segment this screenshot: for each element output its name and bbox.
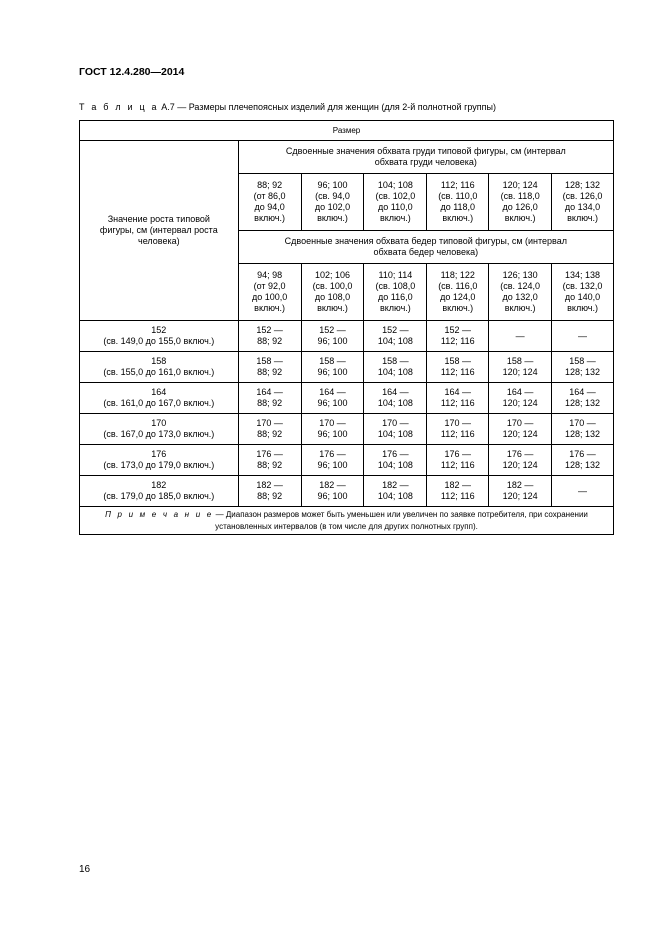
size-cell bbox=[489, 445, 552, 476]
height-cell bbox=[80, 476, 239, 507]
cell-line: 120; 124 bbox=[502, 367, 538, 377]
height-cell bbox=[80, 321, 239, 352]
cell-line: включ.) bbox=[317, 303, 348, 313]
size-cell bbox=[364, 321, 427, 352]
cell-line: 88; 92 bbox=[257, 367, 283, 377]
chest-group-header: Сдвоенные значения обхвата груди типовой фигуры, см (интервал обхвата груди человека) bbox=[238, 141, 613, 174]
cell-line: включ.) bbox=[504, 213, 536, 223]
cell-line: 120; 124 bbox=[502, 398, 538, 408]
cell-line: включ.) bbox=[379, 213, 411, 223]
height-value: 176 bbox=[151, 449, 167, 459]
cell-line: (от 86,0 bbox=[253, 191, 286, 201]
size-cell bbox=[301, 445, 364, 476]
cell-line: до 132,0 bbox=[502, 292, 538, 302]
size-cell bbox=[364, 445, 427, 476]
chest-size-cell bbox=[301, 174, 364, 231]
cell-line: включ.) bbox=[567, 303, 598, 313]
table-row bbox=[80, 383, 614, 414]
size-cell bbox=[427, 321, 489, 352]
page-number: 16 bbox=[79, 864, 91, 875]
cell-line: 182 — bbox=[319, 480, 346, 490]
cell-line: 128; 132 bbox=[565, 180, 601, 190]
height-cell bbox=[80, 445, 239, 476]
cell-line: 176 — bbox=[506, 449, 534, 459]
cell-line: 104; 108 bbox=[377, 367, 413, 377]
document-header: ГОСТ 12.4.280—2014 bbox=[79, 66, 185, 78]
cell-line: 112; 116 bbox=[440, 460, 475, 470]
cell-line: включ.) bbox=[254, 213, 285, 223]
size-cell bbox=[427, 383, 489, 414]
cell-line: (св. 124,0 bbox=[500, 281, 541, 291]
cell-line: — bbox=[578, 485, 588, 496]
size-cell bbox=[301, 352, 364, 383]
cell-line: 112; 116 bbox=[440, 180, 475, 190]
chest-size-cell bbox=[427, 174, 489, 231]
size-cell bbox=[552, 476, 614, 507]
cell-line: 88; 92 bbox=[257, 336, 283, 346]
cell-line: 170 — bbox=[382, 418, 409, 428]
height-cell bbox=[80, 414, 239, 445]
cell-line: до 118,0 bbox=[440, 202, 476, 212]
table-row bbox=[80, 352, 614, 383]
chest-size-cell bbox=[238, 174, 301, 231]
cell-line: включ.) bbox=[317, 213, 348, 223]
height-range: (св. 173,0 до 179,0 включ.) bbox=[103, 460, 215, 470]
cell-line: 164 — bbox=[506, 387, 534, 397]
cell-line: 96; 100 bbox=[317, 336, 348, 346]
cell-line: 164 — bbox=[256, 387, 283, 397]
cell-line: включ.) bbox=[504, 303, 536, 313]
cell-line: (св. 132,0 bbox=[562, 281, 603, 291]
height-value: 170 bbox=[151, 418, 167, 428]
cell-line: 176 — bbox=[444, 449, 472, 459]
hip-size-cell bbox=[427, 264, 489, 321]
height-cell bbox=[80, 383, 239, 414]
cell-line: 120; 124 bbox=[502, 180, 538, 190]
cell-line: 164 — bbox=[382, 387, 409, 397]
cell-line: 176 — bbox=[382, 449, 409, 459]
height-cell bbox=[80, 352, 239, 383]
cell-line: 182 — bbox=[444, 480, 472, 490]
cell-line: 96; 100 bbox=[317, 180, 348, 190]
cell-line: 158 — bbox=[569, 356, 596, 366]
cell-line: 164 — bbox=[319, 387, 346, 397]
cell-line: до 102,0 bbox=[314, 202, 351, 212]
cell-line: 118; 122 bbox=[440, 270, 475, 280]
cell-line: 176 — bbox=[319, 449, 346, 459]
cell-line: 104; 108 bbox=[377, 398, 413, 408]
height-range: (св. 149,0 до 155,0 включ.) bbox=[103, 336, 215, 346]
cell-line: до 124,0 bbox=[440, 292, 476, 302]
hip-size-cell bbox=[301, 264, 364, 321]
size-cell bbox=[301, 321, 364, 352]
cell-line: 104; 108 bbox=[377, 460, 413, 470]
cell-line: 126; 130 bbox=[502, 270, 538, 280]
size-cell bbox=[552, 414, 614, 445]
height-column-header: Значение роста типовой фигуры, см (интервал роста человека) bbox=[80, 141, 239, 321]
size-cell bbox=[238, 383, 301, 414]
cell-line: 176 — bbox=[569, 449, 596, 459]
size-cell bbox=[238, 414, 301, 445]
cell-line: 112; 116 bbox=[440, 336, 475, 346]
cell-line: 96; 100 bbox=[317, 491, 348, 501]
size-cell bbox=[427, 414, 489, 445]
cell-line: включ.) bbox=[254, 303, 285, 313]
cell-line: — bbox=[515, 330, 525, 341]
size-cell bbox=[552, 383, 614, 414]
cell-line: (св. 116,0 bbox=[438, 281, 478, 291]
table-row bbox=[80, 445, 614, 476]
cell-line: до 116,0 bbox=[378, 292, 413, 302]
cell-line: включ.) bbox=[442, 213, 474, 223]
cell-line: до 134,0 bbox=[564, 202, 601, 212]
cell-line: (св. 100,0 bbox=[312, 281, 353, 291]
size-header-row bbox=[80, 121, 614, 141]
cell-line: 112; 116 bbox=[440, 429, 475, 439]
size-cell bbox=[238, 321, 301, 352]
size-header: Размер bbox=[80, 121, 614, 141]
chest-header-row bbox=[80, 141, 614, 174]
size-cell bbox=[489, 414, 552, 445]
height-value: 158 bbox=[151, 356, 167, 366]
cell-line: 182 — bbox=[506, 480, 534, 490]
cell-line: 176 — bbox=[256, 449, 283, 459]
chest-size-cell bbox=[489, 174, 552, 231]
hip-group-header: Сдвоенные значения обхвата бедер типовой фигуры, см (интервал обхвата бедер человека) bbox=[238, 231, 613, 264]
cell-line: 152 — bbox=[382, 325, 409, 335]
hip-size-cell bbox=[489, 264, 552, 321]
cell-line: 182 — bbox=[256, 480, 283, 490]
cell-line: 152 — bbox=[444, 325, 472, 335]
cell-line: 170 — bbox=[506, 418, 534, 428]
size-cell bbox=[364, 476, 427, 507]
cell-line: до 94,0 bbox=[254, 202, 285, 212]
size-cell bbox=[301, 383, 364, 414]
cell-line: — bbox=[578, 330, 588, 341]
cell-line: 102; 106 bbox=[314, 270, 350, 280]
cell-line: 128; 132 bbox=[565, 367, 601, 377]
size-cell bbox=[238, 352, 301, 383]
height-value: 152 bbox=[151, 325, 167, 335]
cell-line: 182 — bbox=[382, 480, 409, 490]
cell-line: 94; 98 bbox=[257, 270, 283, 280]
size-cell bbox=[427, 476, 489, 507]
cell-line: 170 — bbox=[319, 418, 346, 428]
cell-line: 112; 116 bbox=[440, 398, 475, 408]
size-table bbox=[79, 120, 614, 535]
height-value: 182 bbox=[151, 480, 167, 490]
cell-line: 128; 132 bbox=[565, 398, 601, 408]
table-row bbox=[80, 476, 614, 507]
cell-line: 88; 92 bbox=[257, 180, 283, 190]
table-caption bbox=[79, 102, 496, 112]
table-row bbox=[80, 321, 614, 352]
cell-line: 158 — bbox=[319, 356, 346, 366]
table-note bbox=[80, 507, 614, 535]
cell-line: до 110,0 bbox=[378, 202, 413, 212]
size-cell bbox=[238, 476, 301, 507]
size-cell bbox=[427, 352, 489, 383]
hip-size-cell bbox=[364, 264, 427, 321]
cell-line: 88; 92 bbox=[257, 429, 283, 439]
cell-line: 96; 100 bbox=[317, 398, 348, 408]
height-range: (св. 179,0 до 185,0 включ.) bbox=[103, 491, 215, 501]
cell-line: 158 — bbox=[506, 356, 534, 366]
cell-line: 158 — bbox=[382, 356, 409, 366]
height-range: (св. 155,0 до 161,0 включ.) bbox=[103, 367, 215, 377]
hip-size-cell bbox=[238, 264, 301, 321]
cell-line: 152 — bbox=[319, 325, 346, 335]
size-table-body bbox=[80, 121, 614, 535]
size-cell bbox=[552, 352, 614, 383]
cell-line: (св. 126,0 bbox=[562, 191, 603, 201]
size-cell bbox=[552, 445, 614, 476]
cell-line: 120; 124 bbox=[502, 460, 538, 470]
cell-line: до 140,0 bbox=[564, 292, 601, 302]
cell-line: (св. 102,0 bbox=[375, 191, 416, 201]
size-cell bbox=[301, 476, 364, 507]
cell-line: 120; 124 bbox=[502, 429, 538, 439]
cell-line: 158 — bbox=[444, 356, 472, 366]
chest-size-cell bbox=[364, 174, 427, 231]
cell-line: 96; 100 bbox=[317, 367, 348, 377]
note-row bbox=[80, 507, 614, 535]
cell-line: включ.) bbox=[442, 303, 474, 313]
cell-line: 158 — bbox=[256, 356, 283, 366]
chest-size-cell bbox=[552, 174, 614, 231]
cell-line: 128; 132 bbox=[565, 460, 601, 470]
cell-line: до 126,0 bbox=[502, 202, 538, 212]
cell-line: 110; 114 bbox=[378, 270, 413, 280]
hip-size-cell bbox=[552, 264, 614, 321]
cell-line: 96; 100 bbox=[317, 429, 348, 439]
cell-line: 134; 138 bbox=[565, 270, 601, 280]
size-cell bbox=[427, 445, 489, 476]
cell-line: 164 — bbox=[569, 387, 596, 397]
height-range: (св. 161,0 до 167,0 включ.) bbox=[103, 398, 215, 408]
size-cell bbox=[552, 321, 614, 352]
size-cell bbox=[489, 321, 552, 352]
cell-line: 88; 92 bbox=[257, 460, 283, 470]
cell-line: (св. 118,0 bbox=[500, 191, 540, 201]
cell-line: 112; 116 bbox=[440, 491, 475, 501]
size-cell bbox=[301, 414, 364, 445]
cell-line: 170 — bbox=[444, 418, 472, 428]
cell-line: 152 — bbox=[256, 325, 283, 335]
cell-line: до 108,0 bbox=[314, 292, 351, 302]
size-cell bbox=[364, 414, 427, 445]
note-prefix: П р и м е ч а н и е bbox=[105, 509, 214, 519]
height-value: 164 bbox=[151, 387, 167, 397]
cell-line: 104; 108 bbox=[377, 491, 413, 501]
cell-line: (св. 108,0 bbox=[375, 281, 416, 291]
cell-line: (от 92,0 bbox=[253, 281, 286, 291]
cell-line: 104; 108 bbox=[377, 429, 413, 439]
cell-line: 88; 92 bbox=[257, 491, 283, 501]
cell-line: до 100,0 bbox=[251, 292, 288, 302]
note-text: — Диапазон размеров может быть уменьшен или увеличен по заявке потребителя, при сохранении установленных интервалов (в том числе для других полнотных групп). bbox=[213, 509, 588, 531]
height-range: (св. 167,0 до 173,0 включ.) bbox=[103, 429, 215, 439]
cell-line: 88; 92 bbox=[257, 398, 283, 408]
cell-line: 104; 108 bbox=[377, 336, 413, 346]
cell-line: включ.) bbox=[567, 213, 598, 223]
cell-line: 170 — bbox=[569, 418, 596, 428]
size-cell bbox=[489, 352, 552, 383]
size-cell bbox=[364, 383, 427, 414]
cell-line: (св. 110,0 bbox=[438, 191, 478, 201]
size-cell bbox=[489, 383, 552, 414]
cell-line: 170 — bbox=[256, 418, 283, 428]
cell-line: 96; 100 bbox=[317, 460, 348, 470]
cell-line: 128; 132 bbox=[565, 429, 601, 439]
table-row bbox=[80, 414, 614, 445]
cell-line: 104; 108 bbox=[377, 180, 413, 190]
caption-text: А.7 — Размеры плечепоясных изделий для женщин (для 2-й полнотной группы) bbox=[158, 102, 496, 112]
cell-line: включ.) bbox=[379, 303, 411, 313]
cell-line: 164 — bbox=[444, 387, 472, 397]
size-cell bbox=[364, 352, 427, 383]
cell-line: (св. 94,0 bbox=[315, 191, 350, 201]
cell-line: 112; 116 bbox=[440, 367, 475, 377]
size-cell bbox=[489, 476, 552, 507]
caption-prefix: Т а б л и ц а bbox=[79, 102, 159, 112]
size-cell bbox=[238, 445, 301, 476]
cell-line: 120; 124 bbox=[502, 491, 538, 501]
